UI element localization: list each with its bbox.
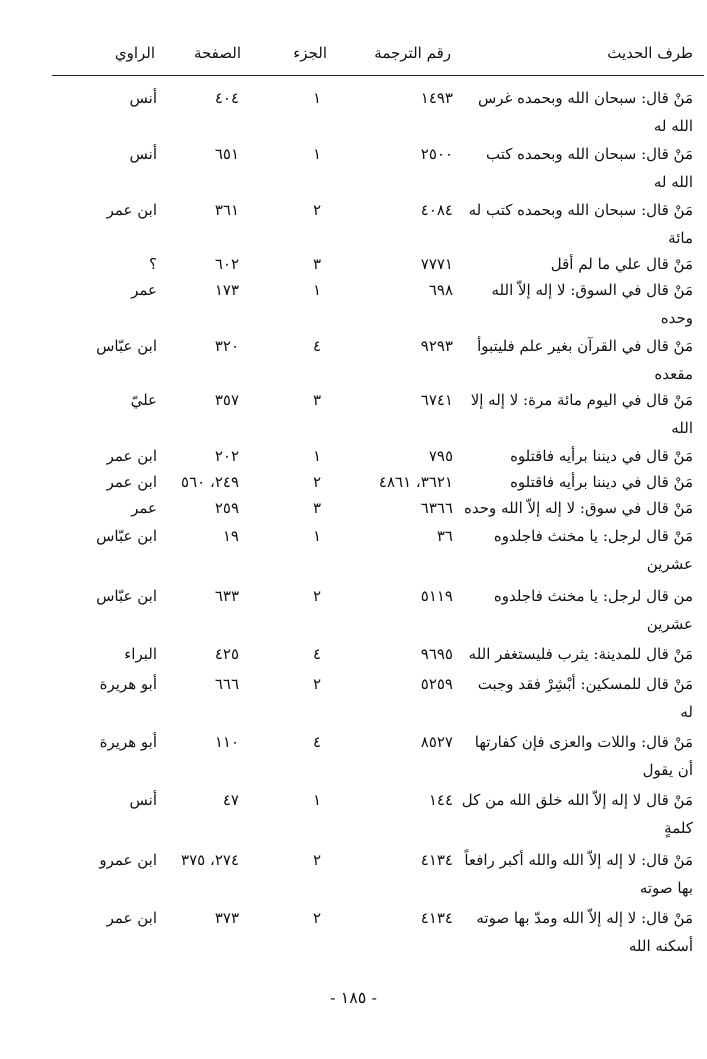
rawi-cell: عمر (131, 281, 157, 299)
tarjama-cell: ٣٦٢١، ٤٨٦١ (378, 473, 453, 491)
juz-cell: ٢ (312, 201, 322, 219)
rawi-cell: أبو هريرة (99, 733, 157, 751)
rawi-cell: أنس (129, 89, 157, 107)
safha-cell: ٤٢٥ (214, 645, 239, 663)
rawi-cell: ابن عبّاس (96, 337, 157, 355)
safha-cell: ٢٧٤، ٣٧٥ (181, 851, 239, 869)
rawi-cell: عليّ (130, 391, 157, 409)
juz-cell: ٤ (312, 645, 322, 663)
juz-cell: ٢ (312, 851, 322, 869)
safha-cell: ٢٥٩ (214, 499, 239, 517)
hadith-cell: مَنْ قال في ديننا برأيه فاقتلوه (510, 473, 693, 491)
header-juz: الجزء (293, 44, 327, 62)
hadith-cell: مَنْ قال علي ما لم أقل (550, 255, 693, 273)
safha-cell: ٢٠٢ (214, 447, 239, 465)
safha-cell: ٣٢٠ (214, 337, 239, 355)
rawi-cell: أنس (129, 145, 157, 163)
juz-cell: ١ (312, 791, 322, 809)
header-rule (52, 75, 704, 76)
tarjama-cell: ٦٩٨ (428, 281, 453, 299)
tarjama-cell: ٤١٣٤ (420, 851, 453, 869)
table-header (0, 44, 707, 74)
rawi-cell: أبو هريرة (99, 675, 157, 693)
hadith-cell: مَنْ قال في السوق: لا إله إلاّ الله وحده (491, 281, 693, 327)
hadith-cell: مَنْ قال: واللات والعزى فإن كفارتها أن يقول (474, 733, 693, 779)
safha-cell: ٣٥٧ (214, 391, 239, 409)
juz-cell: ١ (312, 527, 322, 545)
rawi-cell: ابن عبّاس (96, 587, 157, 605)
juz-cell: ٤ (312, 337, 322, 355)
hadith-cell: مَنْ قال في القرآن بغير علم فليتبوأ مقعده (477, 337, 693, 383)
header-tarjama: رقم الترجمة (374, 44, 451, 62)
hadith-cell: مَنْ قال للمسكين: أبْشِرْ فقد وجبت له (477, 675, 693, 721)
header-rawi: الراوي (114, 44, 155, 62)
safha-cell: ١٧٣ (214, 281, 239, 299)
hadith-cell: مَنْ قال في سوق: لا إله إلاّ الله وحده (464, 499, 693, 517)
hadith-cell: مَنْ قال في ديننا برأيه فاقتلوه (510, 447, 693, 465)
safha-cell: ٦٦٦ (214, 675, 239, 693)
tarjama-cell: ٢٥٠٠ (420, 145, 453, 163)
tarjama-cell: ٧٧٧١ (420, 255, 453, 273)
tarjama-cell: ٦٧٤١ (420, 391, 453, 409)
safha-cell: ١١٠ (214, 733, 239, 751)
tarjama-cell: ٨٥٢٧ (420, 733, 453, 751)
safha-cell: ٣٧٣ (214, 909, 239, 927)
safha-cell: ٦٣٣ (214, 587, 239, 605)
hadith-cell: مَنْ قال في اليوم مائة مرة: لا إله إلا الله (470, 391, 693, 437)
tarjama-cell: ١٤٤ (428, 791, 453, 809)
rawi-cell: ابن عمر (106, 447, 157, 465)
juz-cell: ٢ (312, 675, 322, 693)
juz-cell: ١ (312, 281, 322, 299)
hadith-cell: مَنْ قال: سبحان الله وبحمده غرس الله له (477, 89, 693, 135)
hadith-cell: مَنْ قال: سبحان الله وبحمده كتب له مائة (468, 201, 693, 247)
juz-cell: ٢ (312, 909, 322, 927)
rawi-cell: عمر (131, 499, 157, 517)
rawi-cell: البراء (124, 645, 157, 663)
tarjama-cell: ٣٦ (436, 527, 453, 545)
hadith-cell: مَنْ قال لا إله إلاّ الله خلق الله من كل كلمةٍ (461, 791, 693, 837)
tarjama-cell: ٦٣٦٦ (420, 499, 453, 517)
tarjama-cell: ٥١١٩ (420, 587, 453, 605)
juz-cell: ٣ (312, 499, 322, 517)
juz-cell: ٢ (312, 473, 322, 491)
juz-cell: ٢ (312, 587, 322, 605)
rawi-cell: أنس (129, 791, 157, 809)
header-safha: الصفحة (193, 44, 241, 62)
safha-cell: ٤٧ (222, 791, 239, 809)
tarjama-cell: ٤١٣٤ (420, 909, 453, 927)
tarjama-cell: ٤٠٨٤ (420, 201, 453, 219)
rawi-cell: ابن عمر (106, 201, 157, 219)
tarjama-cell: ١٤٩٣ (420, 89, 453, 107)
hadith-cell: مَنْ قال للمدينة: يثرب فليستغفر الله (468, 645, 693, 663)
safha-cell: ٣٦١ (214, 201, 239, 219)
hadith-cell: مَنْ قال: لا إله إلاّ الله والله أكبر رافعاً بها صوته (464, 851, 693, 897)
header-hadith: طرف الحديث (607, 44, 693, 62)
hadith-cell: مَنْ قال: لا إله إلاّ الله ومدّ بها صوته أسكنه الله (476, 909, 693, 955)
juz-cell: ١ (312, 447, 322, 465)
page-number: - ١٨٥ - (330, 988, 377, 1007)
tarjama-cell: ٥٢٥٩ (420, 675, 453, 693)
rawi-cell: ؟ (149, 255, 157, 273)
safha-cell: ١٩ (222, 527, 239, 545)
tarjama-cell: ٩٢٩٣ (420, 337, 453, 355)
juz-cell: ١ (312, 89, 322, 107)
hadith-cell: من قال لرجل: يا مخنث فاجلدوه عشرين (493, 587, 693, 633)
rawi-cell: ابن عمرو (99, 851, 157, 869)
juz-cell: ٤ (312, 733, 322, 751)
tarjama-cell: ٧٩٥ (428, 447, 453, 465)
tarjama-cell: ٩٦٩٥ (420, 645, 453, 663)
safha-cell: ٤٠٤ (214, 89, 239, 107)
safha-cell: ٢٤٩، ٥٦٠ (181, 473, 239, 491)
hadith-cell: مَنْ قال لرجل: يا مخنث فاجلدوه عشرين (493, 527, 693, 573)
rawi-cell: ابن عبّاس (96, 527, 157, 545)
juz-cell: ١ (312, 145, 322, 163)
rawi-cell: ابن عمر (106, 909, 157, 927)
safha-cell: ٦٠٢ (214, 255, 239, 273)
rawi-cell: ابن عمر (106, 473, 157, 491)
juz-cell: ٣ (312, 391, 322, 409)
juz-cell: ٣ (312, 255, 322, 273)
hadith-cell: مَنْ قال: سبحان الله وبحمده كتب الله له (486, 145, 693, 191)
safha-cell: ٦٥١ (214, 145, 239, 163)
